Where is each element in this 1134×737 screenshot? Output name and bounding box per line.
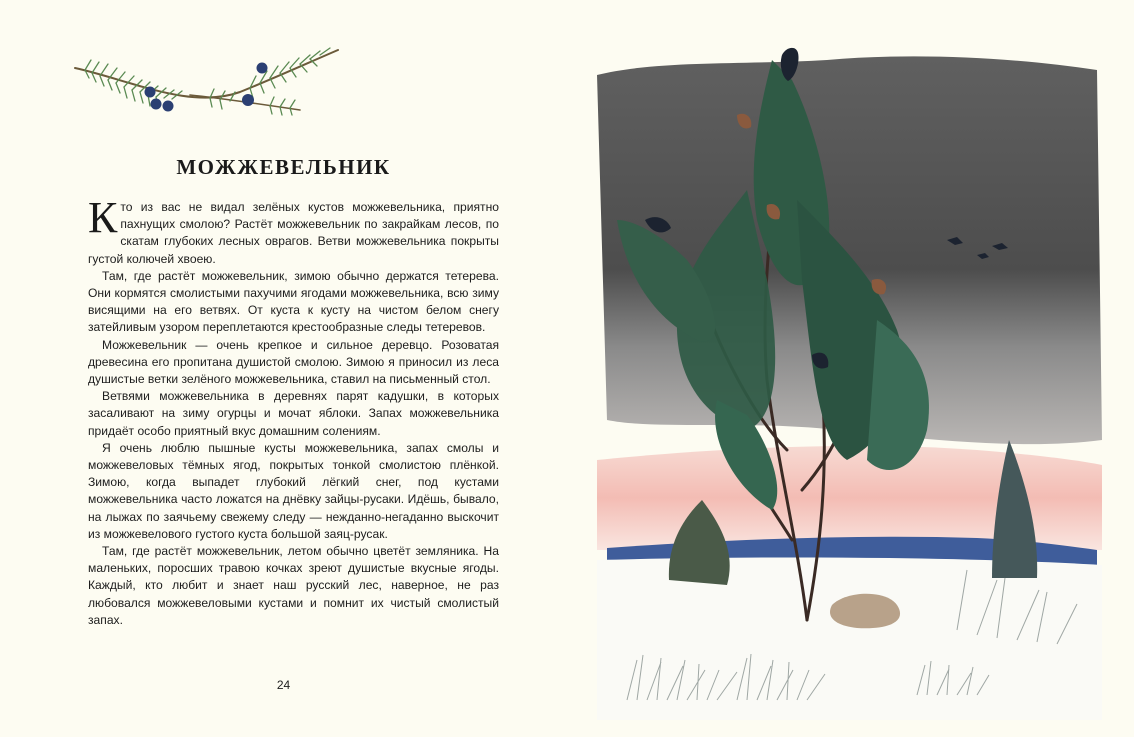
winter-juniper-illustration (597, 20, 1107, 720)
paragraph: Я очень люблю пышные кусты можжевельника, запах смолы и можжевеловых тёмных ягод, покрытых тонкой смолистою плёнкой. Зимою, когда выпадет глубокий лёгкий снег, под кустами можжевельника часто ложатся на днёвку зайцы-русаки. Идёшь, бывало, на лыжах по заячьему свежему следу — нежданно-негаданно выскочит из можжевелового густого куста большой заяц-русак. (88, 440, 499, 541)
paragraph: Можжевельник — очень крепкое и сильное деревцо. Розоватая древесина его пропитана душистой смолою. Зимою я приносил из леса душистые ветки зелёного можжевельника, ставил на письменный стол. (88, 337, 499, 387)
paragraph: Там, где растёт можжевельник, зимою обычно держатся тетерева. Они кормятся смолистыми пахучими ягодами можжевельника, всю зиму висящими на его ветвях. От куста к кусту на чистом белом снегу затейливым узором переплетаются крестообразные следы тетеревов. (88, 268, 499, 335)
paragraph: Кто из вас не видал зелёных кустов можжевельника, приятно пахнущих смолою? Растёт можжевельник по закрайкам лесов, по скатам глубоких лесных оврагов. Ветви можжевельника покрыты густой колючей хвоею. (88, 193, 499, 266)
snow-field (597, 557, 1102, 720)
page-number: 24 (276, 678, 291, 692)
juniper-sprig-icon (70, 40, 345, 120)
page-title: МОЖЖЕВЕЛЬНИК (176, 155, 391, 179)
body-text (88, 193, 499, 629)
paragraph: Там, где растёт можжевельник, летом обычно цветёт земляника. На маленьких, поросших травою кочках зреют душистые вкусные ягоды. Каждый, кто любит и знает наш русский лес, наверное, не раз любовался можжевеловыми кустами и помнит их чистый смолистый запах. (88, 544, 499, 627)
drop-cap: К (88, 193, 118, 242)
right-page (567, 0, 1134, 737)
paragraph: Ветвями можжевельника в деревнях парят кадушки, в которых засаливают на зиму огурцы и мочат яблоки. Запах можжевельника придаёт особо приятный вкус домашним солениям. (88, 389, 499, 438)
